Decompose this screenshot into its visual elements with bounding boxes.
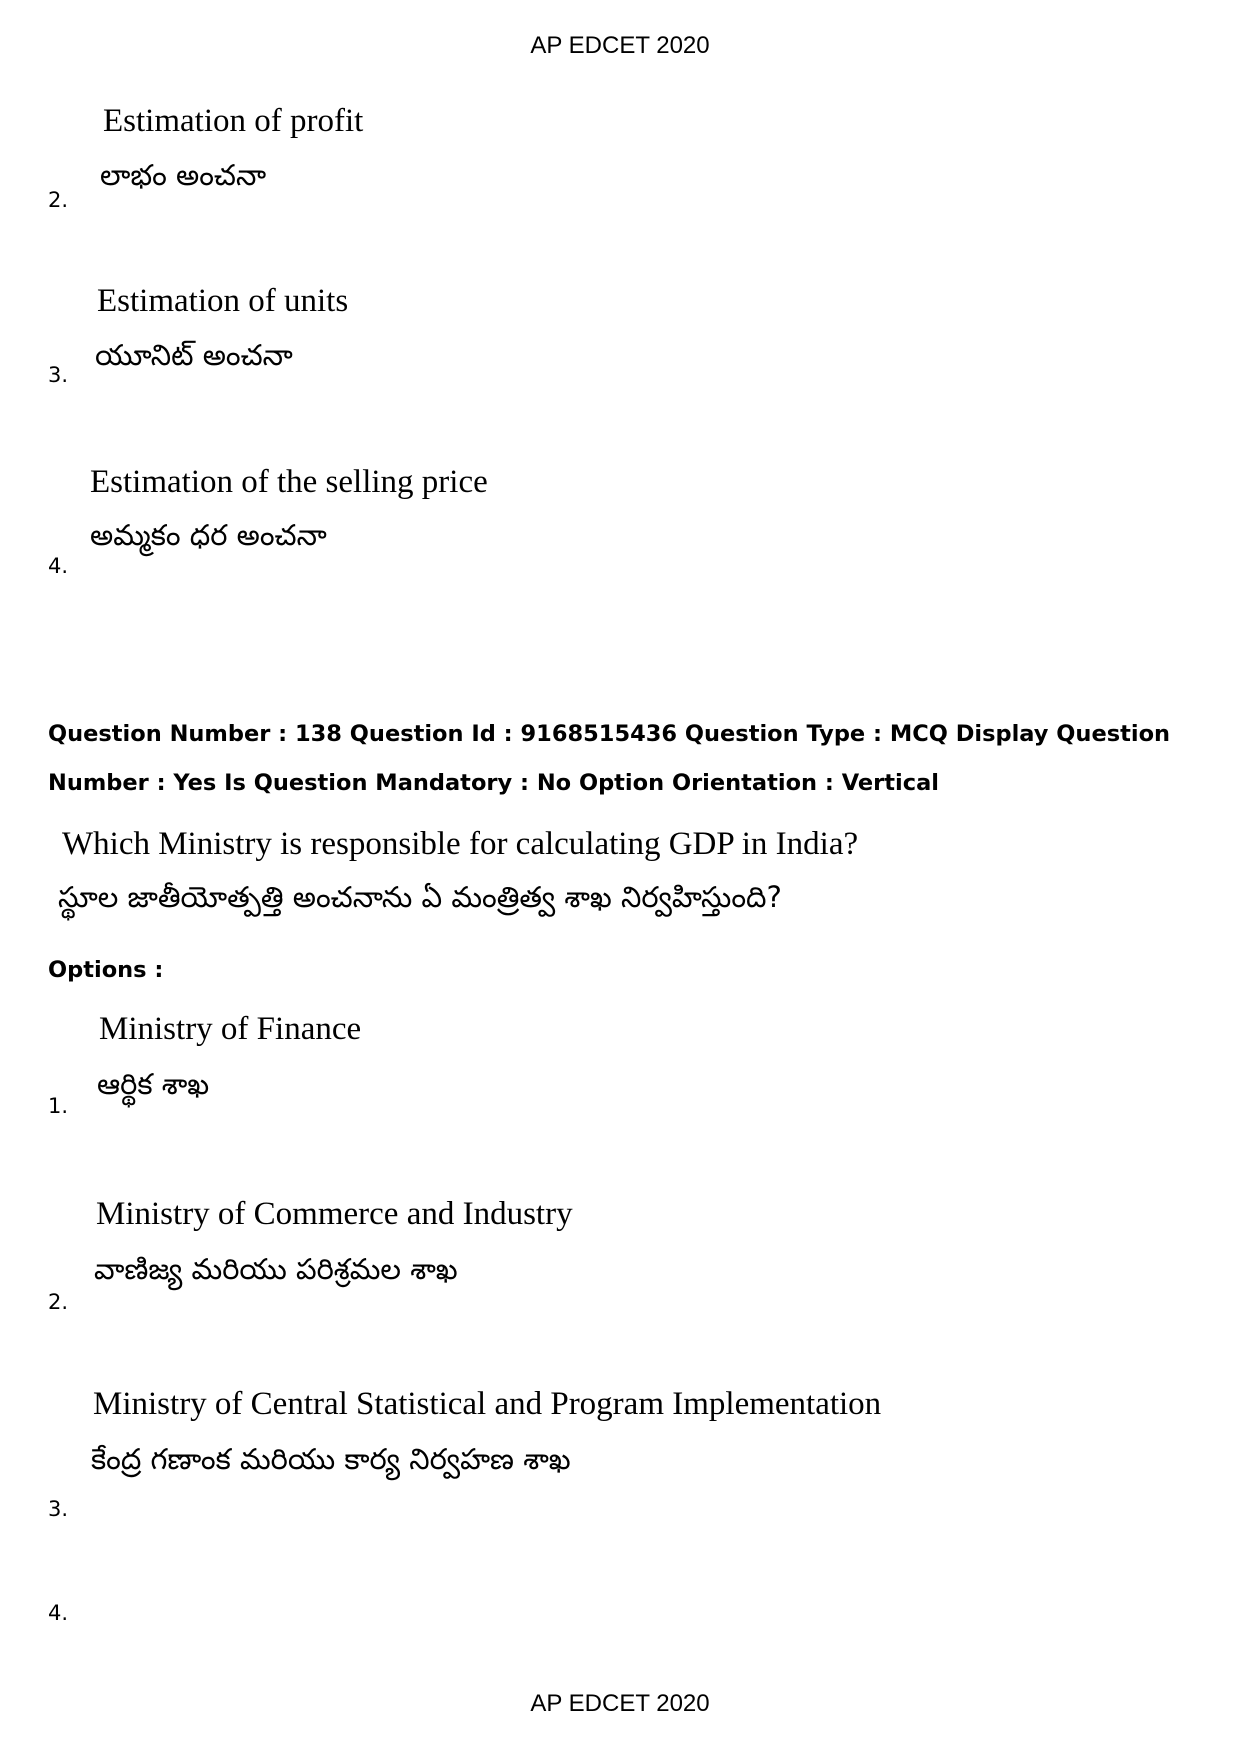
option-text-telugu: కేంద్ర గణాంక మరియు కార్య నిర్వహణ శాఖ: [91, 1442, 571, 1476]
page-header: AP EDCET 2020: [530, 32, 710, 59]
option-text-english: Ministry of Finance: [99, 1011, 362, 1047]
option-text-telugu: ఆర్థిక శాఖ: [97, 1067, 210, 1101]
option-text-english: Estimation of units: [97, 283, 349, 319]
question-text-english: Which Ministry is responsible for calculating GDP in India?: [62, 826, 859, 862]
question-text-telugu: స్థూల జాతీయోత్పత్తి అంచనాను ఏ మంత్రిత్వ శాఖ నిర్వహిస్తుంది?: [58, 880, 782, 914]
page-footer: AP EDCET 2020: [530, 1690, 710, 1717]
option-number: 4.: [48, 1601, 69, 1625]
option-number: 2.: [48, 188, 69, 212]
question-meta: [48, 710, 1198, 808]
options-label: Options :: [48, 957, 164, 983]
question-meta-line: Question Number : 138 Question Id : 9168515436 Question Type : MCQ Display Question: [48, 721, 1171, 747]
question-meta-line: Number : Yes Is Question Mandatory : No Option Orientation : Vertical: [48, 770, 939, 796]
option-text-telugu: వాణిజ్య మరియు పరిశ్రమల శాఖ: [94, 1252, 458, 1286]
option-number: 1.: [48, 1094, 69, 1118]
option-text-english: Ministry of Commerce and Industry: [96, 1196, 573, 1232]
option-text-telugu: యూనిట్ అంచనా: [95, 338, 293, 372]
option-text-english: Estimation of profit: [103, 103, 364, 139]
option-text-english: Ministry of Central Statistical and Program Implementation: [93, 1386, 882, 1422]
option-number: 4.: [48, 554, 69, 578]
option-number: 3.: [48, 1497, 69, 1521]
option-text-telugu: లాభం అంచనా: [100, 158, 267, 192]
option-text-english: Estimation of the selling price: [90, 464, 488, 500]
option-number: 3.: [48, 363, 69, 387]
option-number: 2.: [48, 1290, 69, 1314]
option-text-telugu: అమ్మకం ధర అంచనా: [90, 518, 327, 552]
